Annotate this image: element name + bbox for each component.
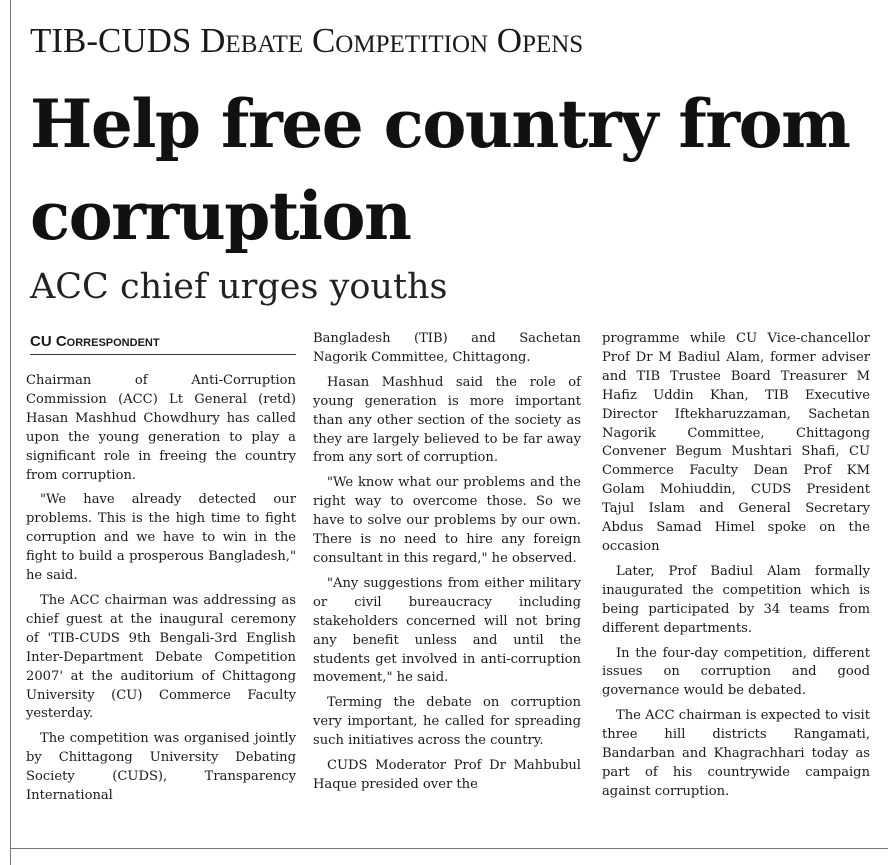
paragraph: The competition was organised jointly by Chittagong University Debating Society (CUDS), Transparency International <box>26 731 296 804</box>
byline: CU Correspondent <box>30 333 160 350</box>
article-column-1 <box>26 372 296 812</box>
paragraph: Terming the debate on corruption very important, he called for spreading such initiatives across the country. <box>313 695 581 749</box>
paragraph: "We know what our problems and the right way to overcome those. So we have to solve our problems by our own. There is no need to hire any foreign consultant in this regard," he observed. <box>313 475 581 566</box>
paragraph: "Any suggestions from either military or civil bureaucracy including stakeholders concerned will not bring any benefit unless and until the students get involved in anti-corruption movement," he said. <box>313 575 581 686</box>
bottom-rule <box>10 848 888 849</box>
paragraph: The ACC chairman was addressing as chief guest at the inaugural ceremony of 'TIB-CUDS 9th Bengali-3rd English Inter-Department Debate Competition 2007' at the auditorium of Chittagong University (CU) Commerce Faculty yesterday. <box>26 592 296 722</box>
paragraph: Hasan Mashhud said the role of young generation is more important than any other section of the society as they are largely believed to be far away from any sort of corruption. <box>313 374 581 466</box>
article-subhead: ACC chief urges youths <box>30 267 448 307</box>
paragraph: Chairman of Anti-Corruption Commission (ACC) Lt General (retd) Hasan Mashhud Chowdhury has called upon the young generation to play a significant role in freeing the country from corruption. <box>26 373 296 483</box>
article-kicker: TIB-CUDS Debate Competition Opens <box>30 21 584 60</box>
article-column-2 <box>313 330 581 801</box>
paragraph: The ACC chairman is expected to visit three hill districts Rangamati, Bandarban and Khagrachhari today as part of his countrywide campaign against corruption. <box>602 708 870 799</box>
article-headline: Help free country from corruption <box>30 85 850 255</box>
paragraph: Bangladesh (TIB) and Sachetan Nagorik Committee, Chittagong. <box>313 331 581 365</box>
byline-rule <box>30 354 296 355</box>
paragraph: Later, Prof Badiul Alam formally inaugurated the competition which is being participated by 34 teams from different departments. <box>602 563 870 636</box>
paragraph: In the four-day competition, different issues on corruption and good governance would be debated. <box>602 645 870 699</box>
article-column-3 <box>602 330 870 808</box>
paragraph: "We have already detected our problems. This is the high time to fight corruption and we have to win in the fight to build a prosperous Bangladesh," he said. <box>26 492 296 584</box>
paragraph: programme while CU Vice-chancellor Prof Dr M Badiul Alam, former adviser and TIB Trustee Board Treasurer M Hafiz Uddin Khan, TIB Executive Director Iftekharuzzaman, Sachetan Nagorik Committee, Chittagong Convener Begum Mushtari Shafi, CU Commerce Faculty Dean Prof KM Golam Mohiuddin, CUDS President Tajul Islam and General Secretary Abdus Samad Himel spoke on the occasion <box>602 331 870 554</box>
paragraph: CUDS Moderator Prof Dr Mahbubul Haque presided over the <box>313 758 581 792</box>
left-column-rule <box>10 0 11 865</box>
